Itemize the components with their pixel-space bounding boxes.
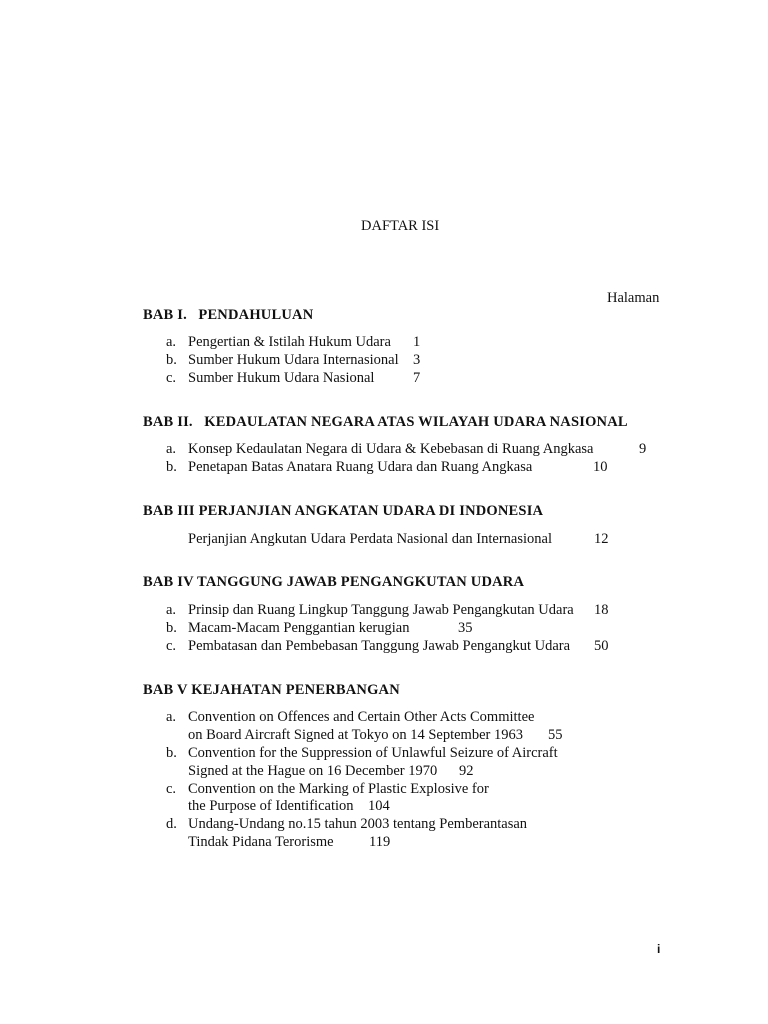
entry-letter: a. [166, 602, 177, 618]
entry-page: 3 [413, 352, 421, 368]
entry-letter: c. [166, 781, 177, 797]
chapter-heading: BAB IV TANGGUNG JAWAB PENGANGKUTAN UDARA [143, 574, 525, 590]
chapter-heading: BAB V KEJAHATAN PENERBANGAN [143, 682, 400, 698]
entry-letter: d. [166, 816, 177, 832]
entry-letter: a. [166, 709, 177, 725]
entry-text: Macam-Macam Penggantian kerugian [188, 620, 410, 636]
entry-letter: c. [166, 638, 177, 654]
page-number: i [657, 942, 661, 956]
entry-text: Konsep Kedaulatan Negara di Udara & Kebebasan di Ruang Angkasa [188, 441, 594, 457]
entry-page: 7 [413, 370, 421, 386]
entry-text: Pengertian & Istilah Hukum Udara [188, 334, 391, 350]
entry-letter: b. [166, 352, 177, 368]
entry-text: Perjanjian Angkutan Udara Perdata Nasional dan Internasional [188, 531, 552, 547]
entry-page: 9 [639, 441, 647, 457]
entry-letter: a. [166, 334, 177, 350]
entry-text-line2: on Board Aircraft Signed at Tokyo on 14 September 1963 [188, 727, 523, 743]
entry-text: Prinsip dan Ruang Lingkup Tanggung Jawab Pengangkutan Udara [188, 602, 574, 618]
entry-text: Sumber Hukum Udara Nasional [188, 370, 375, 386]
entry-letter: b. [166, 620, 177, 636]
entry-text-line1: Convention for the Suppression of Unlawful Seizure of Aircraft [188, 745, 558, 761]
entry-text: Sumber Hukum Udara Internasional [188, 352, 399, 368]
entry-page: 10 [593, 459, 608, 475]
entry-text-line1: Convention on the Marking of Plastic Explosive for [188, 781, 489, 797]
entry-text-line2: Tindak Pidana Terorisme [188, 834, 334, 850]
entry-letter: c. [166, 370, 177, 386]
entry-text-line2: the Purpose of Identification [188, 798, 354, 814]
entry-letter: a. [166, 441, 177, 457]
entry-page: 12 [594, 531, 609, 547]
chapter-heading: BAB II. KEDAULATAN NEGARA ATAS WILAYAH UDARA NASIONAL [143, 414, 628, 430]
entry-letter: b. [166, 459, 177, 475]
entry-text-line1: Undang-Undang no.15 tahun 2003 tentang Pemberantasan [188, 816, 528, 832]
entry-page: 55 [548, 727, 563, 743]
entry-page: 104 [368, 798, 390, 814]
entry-page: 18 [594, 602, 609, 618]
entry-page: 92 [459, 763, 474, 779]
chapter-heading: BAB III PERJANJIAN ANGKATAN UDARA DI INDONESIA [143, 503, 544, 519]
entry-text: Penetapan Batas Anatara Ruang Udara dan Ruang Angkasa [188, 459, 533, 475]
entry-page: 35 [458, 620, 473, 636]
entry-page: 1 [413, 334, 421, 350]
page-column-label: Halaman [607, 290, 660, 306]
page-title: DAFTAR ISI [361, 218, 440, 234]
entry-text: Pembatasan dan Pembebasan Tanggung Jawab Pengangkut Udara [188, 638, 571, 654]
entry-text-line1: Convention on Offences and Certain Other Acts Committee [188, 709, 535, 725]
chapter-heading: BAB I. PENDAHULUAN [143, 307, 314, 323]
entry-page: 119 [369, 834, 391, 850]
entry-page: 50 [594, 638, 609, 654]
entry-text-line2: Signed at the Hague on 16 December 1970 [188, 763, 438, 779]
entry-letter: b. [166, 745, 177, 761]
